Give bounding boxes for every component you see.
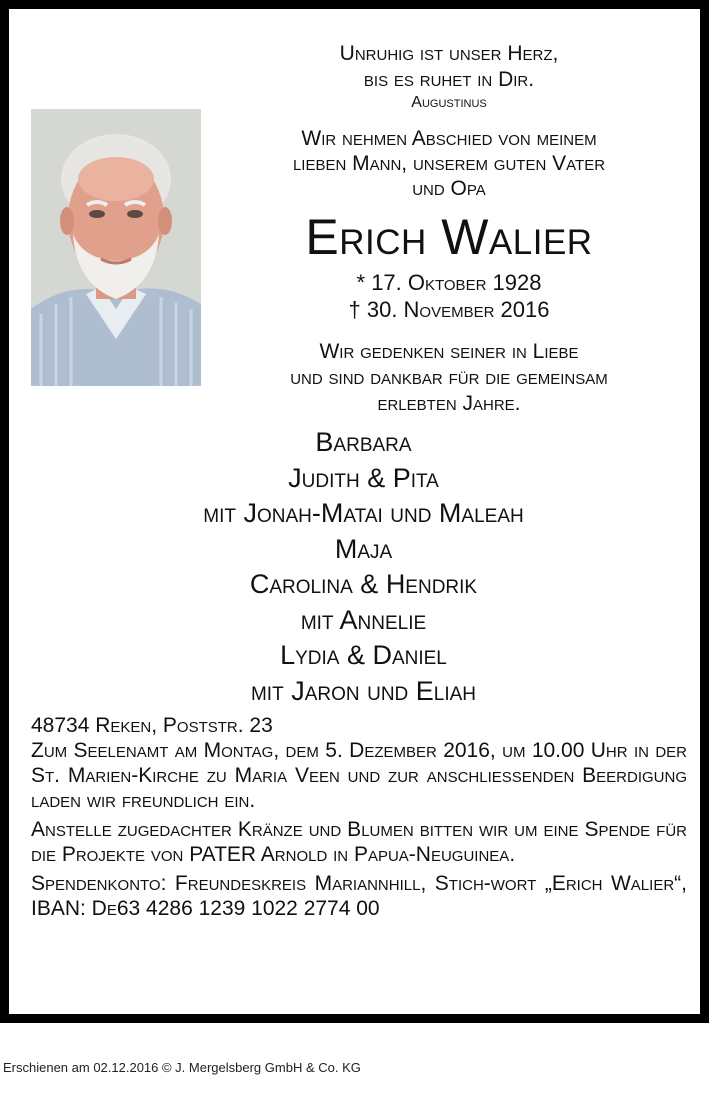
- family-member: Judith & Pita: [288, 462, 439, 493]
- remembrance-text: [209, 339, 689, 417]
- intro-line-2: lieben Mann, unserem guten Vater: [292, 152, 606, 175]
- death-date: † 30. November 2016: [348, 297, 550, 322]
- family-member: mit Jaron und Eliah: [250, 675, 477, 706]
- remembrance-line-3: erlebten Jahre.: [377, 392, 521, 415]
- family-member: Carolina & Hendrik: [249, 569, 478, 599]
- farewell-intro: [209, 126, 689, 201]
- funeral-info: [31, 713, 687, 921]
- family-member: mit Jonah-Matai und Maleah: [203, 498, 524, 528]
- family-member: Maja: [334, 533, 393, 564]
- portrait-illustration: [31, 109, 201, 386]
- publication-footer: Erschienen am 02.12.2016 © J. Mergelsberg GmbH & Co. KG: [3, 1060, 361, 1075]
- life-dates: [209, 269, 689, 323]
- remembrance-line-1: Wir gedenken seiner in Liebe: [319, 340, 579, 363]
- deceased-name: Erich Walier: [305, 209, 593, 265]
- family-member: Lydia & Daniel: [280, 640, 447, 670]
- intro-line-3: und Opa: [412, 177, 486, 200]
- family-list: [31, 425, 696, 709]
- motto-author: Augustinus: [411, 94, 487, 111]
- motto-line-2: bis es ruhet in Dir.: [363, 68, 535, 91]
- birth-date: * 17. Oktober 1928: [356, 270, 542, 295]
- family-member: Barbara: [315, 427, 412, 457]
- remembrance-line-2: und sind dankbar für die gemeinsam: [290, 366, 608, 389]
- intro-line-1: Wir nehmen Abschied von meinem: [301, 127, 597, 150]
- motto: [209, 41, 689, 113]
- address: 48734 Reken, Poststr. 23: [31, 714, 273, 737]
- family-member: mit Annelie: [300, 604, 427, 635]
- service-text: Zum Seelenamt am Montag, dem 5. Dezember 2016, um 10.00 Uhr in der St. Marien-Kirche zu Maria Veen und zur anschliessenden Beerdigung laden wir freundlich ein.: [31, 739, 687, 812]
- portrait-photo: [31, 109, 201, 386]
- donation-text: Anstelle zugedachter Kränze und Blumen bitten wir um eine Spende für die Projekte von PATER Arnold in Papua-Neuguinea.: [31, 818, 687, 866]
- motto-line-1: Unruhig ist unser Herz,: [339, 42, 559, 65]
- donation-account: Spendenkonto: Freundeskreis Mariannhill, Stich-wort „Erich Walier“, IBAN: De63 4286 1239 1022 2774 00: [31, 872, 687, 920]
